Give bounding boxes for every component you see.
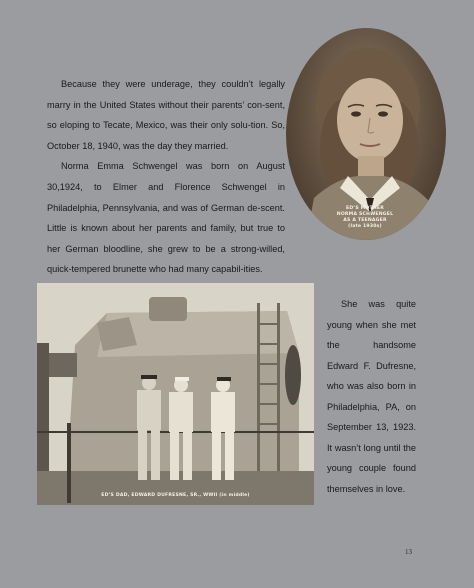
photo-wwii-ship [37, 283, 314, 505]
page-number: 13 [405, 548, 412, 556]
photo-caption: ED’S DAD, EDWARD DUFRESNE, SR., WWII (in middle) [101, 493, 250, 498]
portrait-caption-line: AS A TEENAGER [343, 218, 387, 223]
portrait-caption-line: (late 1930s) [348, 224, 382, 229]
body-text-right [327, 294, 416, 499]
body-text-top [47, 74, 285, 280]
paragraph-norma-biography: Norma Emma Schwengel was born on August 30,1924, to Elmer and Florence Schwengel in Philadelphia, Pennsylvania, and was of German de-scent. Little is known about her parents and family, but true to her German bloodline, she grew to be a strong-willed, quick-tempered brunette who had many capabil-ities. [47, 161, 285, 275]
portrait-caption-line: ED’S MOTHER [346, 206, 384, 211]
portrait-caption [320, 206, 410, 230]
paragraph-elopement: Because they were underage, they couldn’t legally marry in the United States without their parents’ con-sent, so eloping to Tecate, Mexico, was their only solu-tion. So, October 18, 1940, was the day they married. [47, 79, 285, 151]
paragraph-meeting-edward: She was quite young when she met the handsome Edward F. Dufresne, who was also born in Philadelphia, PA, on September 13, 1923. It wasn’t long until the young couple found themselves in love. [327, 299, 416, 494]
portrait-caption-line: NORMA SCHWENGEL [336, 212, 394, 217]
